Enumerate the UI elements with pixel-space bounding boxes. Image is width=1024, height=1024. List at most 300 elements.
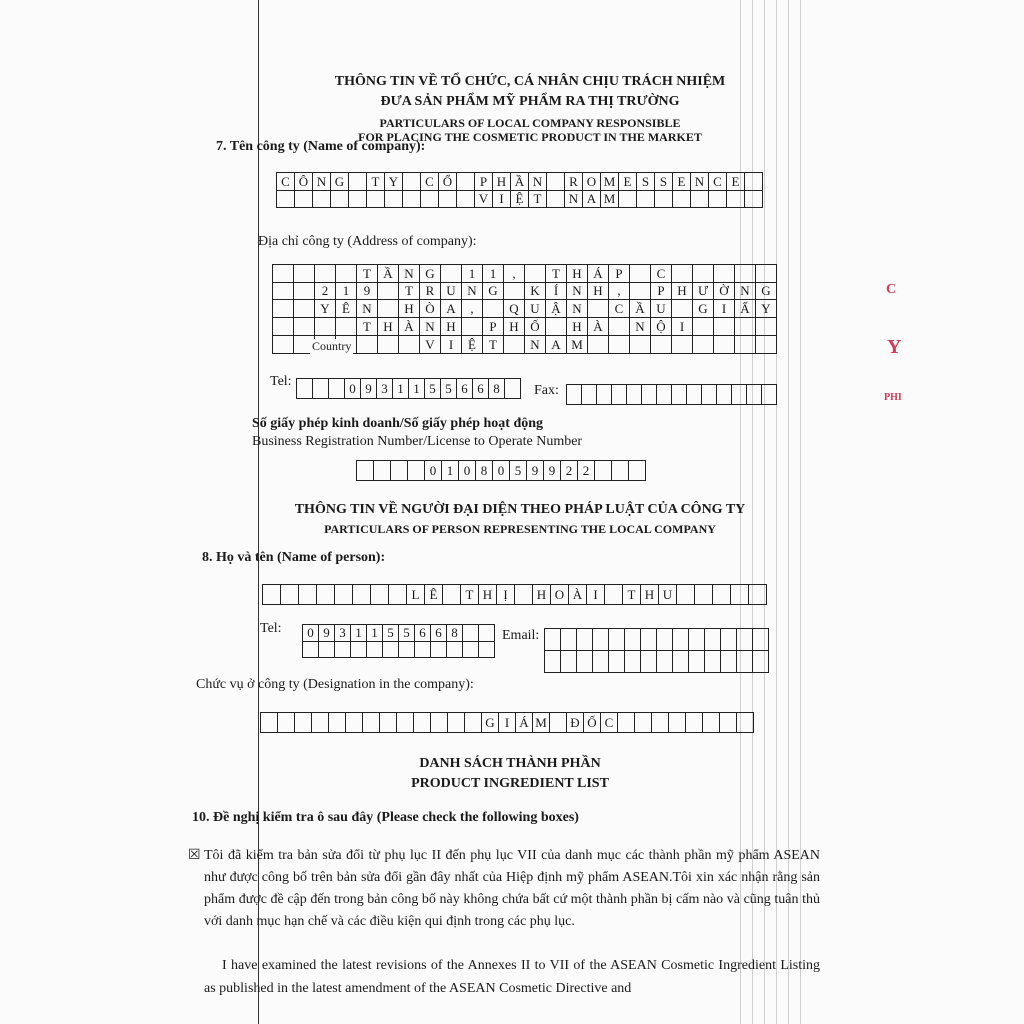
form-cell	[567, 385, 582, 405]
form-cell: N	[567, 300, 588, 318]
form-cell	[349, 190, 367, 208]
form-cell	[448, 713, 465, 733]
form-cell	[561, 629, 577, 651]
form-cell: ,	[462, 300, 483, 318]
form-cell	[609, 336, 630, 354]
designation-label: Chức vụ ở công ty (Designation in the company):	[196, 677, 474, 692]
form-cell	[673, 651, 689, 673]
form-cell	[504, 282, 525, 300]
form-cell: I	[493, 190, 511, 208]
form-cell	[273, 282, 294, 300]
form-cell	[297, 379, 313, 399]
form-cell: 1	[367, 625, 383, 642]
person-name-grid	[262, 584, 767, 605]
form-cell: V	[420, 336, 441, 354]
form-cell	[731, 585, 749, 605]
form-cell	[756, 318, 777, 336]
form-cell	[547, 190, 565, 208]
form-cell	[462, 318, 483, 336]
form-cell: T	[546, 265, 567, 283]
form-cell	[331, 190, 349, 208]
stamp-fragment-bottom: PHI	[884, 392, 902, 403]
form-cell	[380, 713, 397, 733]
form-cell	[655, 190, 673, 208]
form-cell	[397, 713, 414, 733]
form-cell: N	[462, 282, 483, 300]
form-cell: I	[714, 300, 735, 318]
form-cell	[294, 318, 315, 336]
form-cell	[717, 385, 732, 405]
form-cell	[408, 461, 425, 481]
form-cell: 5	[510, 461, 527, 481]
form-cell	[294, 265, 315, 283]
person-tel-grid	[302, 624, 495, 642]
address-country-label: Country	[312, 339, 352, 353]
form-cell	[295, 190, 313, 208]
form-cell: A	[441, 300, 462, 318]
form-cell	[479, 641, 495, 658]
license-label-en: Business Registration Number/License to Operate Number	[252, 434, 583, 449]
form-cell	[657, 385, 672, 405]
person-tel-grid-lower	[302, 641, 495, 658]
form-cell: P	[651, 282, 672, 300]
form-cell	[635, 713, 652, 733]
form-cell: N	[630, 318, 651, 336]
representative-header-line-1: THÔNG TIN VỀ NGƯỜI ĐẠI DIỆN THEO PHÁP LUẬT CỦA CÔNG TY	[294, 502, 746, 517]
form-cell	[693, 318, 714, 336]
form-cell	[299, 585, 317, 605]
form-cell: Ố	[584, 713, 601, 733]
form-cell	[625, 651, 641, 673]
form-cell	[261, 713, 278, 733]
form-cell: À	[588, 318, 609, 336]
form-cell	[315, 318, 336, 336]
form-cell	[273, 265, 294, 283]
form-cell: A	[546, 336, 567, 354]
form-cell: T	[357, 265, 378, 283]
form-cell	[582, 385, 597, 405]
form-cell: 2	[315, 282, 336, 300]
form-cell	[353, 585, 371, 605]
form-cell: 5	[425, 379, 441, 399]
form-cell	[703, 713, 720, 733]
form-cell: Ổ	[439, 173, 457, 191]
form-cell: T	[399, 282, 420, 300]
form-cell	[483, 300, 504, 318]
form-cell: 5	[383, 625, 399, 642]
form-cell	[672, 336, 693, 354]
company-fax-label: Fax:	[534, 383, 559, 398]
form-cell	[505, 379, 521, 399]
form-cell	[463, 625, 479, 642]
form-cell: U	[659, 585, 677, 605]
form-cell: À	[399, 318, 420, 336]
form-cell	[504, 336, 525, 354]
form-cell	[447, 641, 463, 658]
form-cell	[753, 651, 769, 673]
form-cell: M	[533, 713, 550, 733]
form-cell: P	[609, 265, 630, 283]
address-grid-row-2	[272, 282, 777, 300]
form-cell	[335, 585, 353, 605]
form-cell: H	[588, 282, 609, 300]
form-cell	[378, 282, 399, 300]
form-cell	[673, 190, 691, 208]
form-cell: N	[313, 173, 331, 191]
form-cell	[263, 585, 281, 605]
form-cell: U	[525, 300, 546, 318]
form-cell	[391, 461, 408, 481]
form-cell	[547, 173, 565, 191]
form-cell	[403, 190, 421, 208]
form-cell: 6	[457, 379, 473, 399]
form-cell: R	[565, 173, 583, 191]
form-cell	[689, 629, 705, 651]
form-cell	[465, 713, 482, 733]
form-cell	[374, 461, 391, 481]
form-cell	[515, 585, 533, 605]
form-cell	[637, 190, 655, 208]
form-cell: K	[525, 282, 546, 300]
form-cell: U	[651, 300, 672, 318]
form-cell: ,	[609, 282, 630, 300]
form-cell: T	[357, 318, 378, 336]
form-cell: 0	[493, 461, 510, 481]
form-cell: Ê	[336, 300, 357, 318]
form-cell	[627, 385, 642, 405]
form-cell: 9	[361, 379, 377, 399]
form-cell: Ầ	[630, 300, 651, 318]
ingredient-list-title-vi: DANH SÁCH THÀNH PHẦN	[419, 756, 601, 771]
form-cell: Ệ	[511, 190, 529, 208]
form-cell: 1	[483, 265, 504, 283]
form-cell: 1	[336, 282, 357, 300]
form-cell	[705, 629, 721, 651]
form-cell: Y	[315, 300, 336, 318]
stamp-fragment-mid: Y	[887, 336, 902, 358]
form-cell	[732, 385, 747, 405]
form-cell	[695, 585, 713, 605]
form-cell	[642, 385, 657, 405]
form-cell: 0	[303, 625, 319, 642]
form-cell	[630, 282, 651, 300]
header-line-1: THÔNG TIN VỀ TỔ CHỨC, CÁ NHÂN CHỊU TRÁCH NHIỆM	[334, 74, 726, 89]
form-cell	[367, 641, 383, 658]
form-cell: L	[407, 585, 425, 605]
form-cell	[652, 713, 669, 733]
form-cell: 9	[544, 461, 561, 481]
form-cell: I	[499, 713, 516, 733]
form-cell	[737, 629, 753, 651]
form-cell	[735, 265, 756, 283]
form-cell: À	[569, 585, 587, 605]
form-cell	[593, 629, 609, 651]
form-cell: 1	[409, 379, 425, 399]
form-cell	[378, 336, 399, 354]
person-email-grid	[544, 628, 769, 673]
form-cell: G	[693, 300, 714, 318]
form-cell: E	[673, 173, 691, 191]
form-cell: S	[655, 173, 673, 191]
license-label-vi: Số giấy phép kinh doanh/Số giấy phép hoạt động	[252, 416, 544, 431]
form-cell: 3	[335, 625, 351, 642]
form-cell: O	[583, 173, 601, 191]
form-cell: Ị	[497, 585, 515, 605]
form-cell	[588, 336, 609, 354]
form-cell: 6	[473, 379, 489, 399]
form-cell: Á	[516, 713, 533, 733]
form-cell: 1	[442, 461, 459, 481]
form-cell: Ô	[295, 173, 313, 191]
form-cell: Đ	[567, 713, 584, 733]
form-cell: O	[551, 585, 569, 605]
form-cell: I	[672, 318, 693, 336]
form-cell	[689, 651, 705, 673]
form-cell	[609, 629, 625, 651]
form-cell	[479, 625, 495, 642]
form-cell	[630, 336, 651, 354]
address-grid-row-3	[272, 300, 777, 318]
form-cell	[357, 461, 374, 481]
form-cell	[641, 629, 657, 651]
form-cell: 2	[578, 461, 595, 481]
form-cell	[687, 385, 702, 405]
form-cell: S	[637, 173, 655, 191]
form-cell: 1	[351, 625, 367, 642]
form-cell	[721, 651, 737, 673]
form-cell	[415, 641, 431, 658]
form-cell: T	[461, 585, 479, 605]
company-fax-grid	[566, 384, 777, 405]
form-cell: N	[357, 300, 378, 318]
form-cell	[756, 265, 777, 283]
form-cell	[577, 629, 593, 651]
form-cell	[315, 265, 336, 283]
form-cell: C	[609, 300, 630, 318]
form-cell: Ấ	[735, 300, 756, 318]
form-cell: Ệ	[462, 336, 483, 354]
form-cell	[421, 190, 439, 208]
form-cell	[630, 265, 651, 283]
form-cell: V	[475, 190, 493, 208]
form-cell: Ầ	[511, 173, 529, 191]
form-cell	[657, 629, 673, 651]
form-cell	[609, 651, 625, 673]
form-cell	[657, 651, 673, 673]
form-cell	[313, 190, 331, 208]
form-cell	[762, 385, 777, 405]
form-cell: M	[601, 190, 619, 208]
form-cell: Ộ	[651, 318, 672, 336]
form-cell	[277, 190, 295, 208]
form-cell: N	[420, 318, 441, 336]
form-cell	[702, 385, 717, 405]
form-cell	[367, 190, 385, 208]
form-cell	[737, 651, 753, 673]
form-cell: H	[399, 300, 420, 318]
form-cell: H	[641, 585, 659, 605]
form-cell	[303, 641, 319, 658]
form-cell	[336, 265, 357, 283]
form-cell	[651, 336, 672, 354]
company-tel-grid	[296, 378, 521, 399]
form-cell	[294, 282, 315, 300]
form-cell	[431, 713, 448, 733]
declaration-paragraph-en: I have examined the latest revisions of the Annexes II to VII of the ASEAN Cosmetic Ingredient Listing as published in the latest amendment of the ASEAN Cosmetic Directive and	[204, 958, 820, 996]
form-cell	[714, 336, 735, 354]
form-cell	[593, 651, 609, 673]
form-cell: H	[479, 585, 497, 605]
form-cell	[677, 585, 695, 605]
form-cell: Ậ	[546, 300, 567, 318]
form-cell	[312, 713, 329, 733]
form-cell: Ố	[525, 318, 546, 336]
checked-checkbox-icon[interactable]: ☒	[188, 848, 201, 863]
form-cell	[439, 190, 457, 208]
form-cell	[612, 385, 627, 405]
form-cell	[735, 318, 756, 336]
form-cell	[273, 318, 294, 336]
header-line-3: PARTICULARS OF LOCAL COMPANY RESPONSIBLE	[379, 116, 681, 130]
form-cell: ,	[504, 265, 525, 283]
form-cell	[329, 713, 346, 733]
form-cell: H	[441, 318, 462, 336]
form-cell	[457, 173, 475, 191]
form-cell	[619, 190, 637, 208]
form-cell	[714, 265, 735, 283]
address-label: Địa chỉ công ty (Address of company):	[258, 234, 477, 249]
form-cell	[686, 713, 703, 733]
form-cell: N	[567, 282, 588, 300]
form-cell: Í	[546, 282, 567, 300]
person-tel-label: Tel:	[260, 621, 282, 636]
form-cell	[618, 713, 635, 733]
form-cell: Ư	[693, 282, 714, 300]
form-cell	[756, 336, 777, 354]
form-cell: H	[672, 282, 693, 300]
form-cell	[346, 713, 363, 733]
form-cell: H	[504, 318, 525, 336]
form-cell: Ầ	[378, 265, 399, 283]
form-cell: 5	[399, 625, 415, 642]
form-cell: Ờ	[714, 282, 735, 300]
form-cell: C	[277, 173, 295, 191]
person-email-label: Email:	[502, 628, 540, 643]
form-cell: 6	[415, 625, 431, 642]
form-cell	[672, 300, 693, 318]
form-cell: 9	[527, 461, 544, 481]
form-cell: 1	[393, 379, 409, 399]
form-cell: Ò	[420, 300, 441, 318]
form-cell: 1	[462, 265, 483, 283]
form-cell	[629, 461, 646, 481]
form-cell: T	[483, 336, 504, 354]
form-cell: Y	[756, 300, 777, 318]
form-cell	[399, 641, 415, 658]
form-cell	[313, 379, 329, 399]
form-cell	[597, 385, 612, 405]
form-cell: N	[529, 173, 547, 191]
form-cell	[745, 190, 763, 208]
form-cell: G	[420, 265, 441, 283]
form-cell	[577, 651, 593, 673]
form-cell	[727, 190, 745, 208]
stamp-fragment-top: C	[886, 282, 897, 297]
form-cell: C	[651, 265, 672, 283]
form-cell	[641, 651, 657, 673]
form-cell	[588, 300, 609, 318]
form-cell	[431, 641, 447, 658]
form-cell: E	[727, 173, 745, 191]
form-cell	[737, 713, 754, 733]
form-cell	[605, 585, 623, 605]
company-name-label: 7. Tên công ty (Name of company):	[216, 139, 426, 154]
form-cell	[294, 300, 315, 318]
form-cell: N	[735, 282, 756, 300]
form-cell	[709, 190, 727, 208]
form-cell	[545, 629, 561, 651]
form-cell: C	[709, 173, 727, 191]
form-cell: P	[483, 318, 504, 336]
form-cell: 9	[319, 625, 335, 642]
form-cell	[525, 265, 546, 283]
form-cell	[273, 336, 294, 354]
form-cell	[693, 336, 714, 354]
form-cell	[385, 190, 403, 208]
form-cell: Ê	[425, 585, 443, 605]
form-cell	[463, 641, 479, 658]
person-name-label: 8. Họ và tên (Name of person):	[202, 550, 386, 565]
form-cell	[545, 651, 561, 673]
address-grid-row-1	[272, 264, 777, 283]
form-cell: P	[475, 173, 493, 191]
form-cell: Á	[588, 265, 609, 283]
form-cell: H	[567, 318, 588, 336]
form-cell	[441, 265, 462, 283]
form-cell	[457, 190, 475, 208]
form-cell	[278, 713, 295, 733]
form-cell	[335, 641, 351, 658]
form-cell	[609, 318, 630, 336]
form-cell	[749, 585, 767, 605]
form-cell: 6	[431, 625, 447, 642]
form-cell: M	[567, 336, 588, 354]
form-cell: G	[482, 713, 499, 733]
form-cell	[747, 385, 762, 405]
form-cell: G	[756, 282, 777, 300]
company-name-grid-row-1	[276, 172, 763, 191]
form-cell: 0	[425, 461, 442, 481]
form-cell	[319, 641, 335, 658]
form-cell	[383, 641, 399, 658]
form-cell	[745, 173, 763, 191]
form-cell: I	[587, 585, 605, 605]
form-cell: 9	[357, 282, 378, 300]
form-cell	[612, 461, 629, 481]
form-cell	[403, 173, 421, 191]
form-cell	[414, 713, 431, 733]
form-cell: 0	[459, 461, 476, 481]
form-cell: C	[421, 173, 439, 191]
form-cell	[281, 585, 299, 605]
form-cell: U	[441, 282, 462, 300]
form-cell	[550, 713, 567, 733]
form-cell: A	[583, 190, 601, 208]
form-cell	[378, 300, 399, 318]
check-boxes-label: 10. Đề nghị kiểm tra ô sau đây (Please check the following boxes)	[192, 810, 579, 825]
form-cell	[672, 265, 693, 283]
form-cell	[546, 318, 567, 336]
